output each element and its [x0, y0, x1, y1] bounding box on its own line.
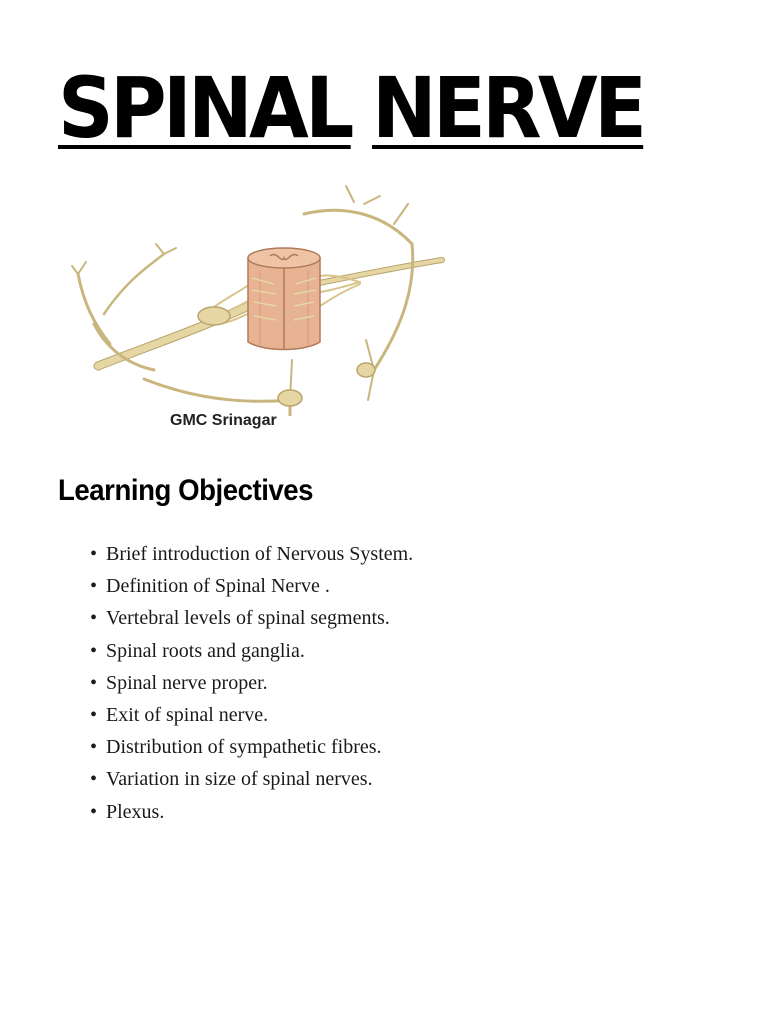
title-word-nerve: NERVE	[372, 59, 644, 157]
list-item	[90, 570, 413, 602]
bullet-icon: •	[90, 639, 98, 662]
bullet-icon: •	[90, 607, 98, 630]
learning-objectives-heading: Learning Objectives	[58, 474, 314, 507]
bullet-icon: •	[90, 575, 98, 598]
list-item	[90, 699, 413, 731]
list-item-text: Distribution of sympathetic fibres.	[106, 736, 382, 759]
list-item-text: Definition of Spinal Nerve .	[106, 575, 330, 598]
list-item	[90, 602, 413, 634]
list-item	[90, 667, 413, 699]
list-item-text: Spinal roots and ganglia.	[106, 639, 305, 662]
list-item-text: Variation in size of spinal nerves.	[106, 768, 373, 791]
list-item-text: Plexus.	[106, 800, 165, 823]
bullet-icon: •	[90, 800, 98, 823]
list-item-text: Exit of spinal nerve.	[106, 704, 269, 727]
bullet-icon: •	[90, 736, 98, 759]
bullet-icon: •	[90, 543, 98, 565]
bullet-icon: •	[90, 671, 98, 694]
bullet-icon: •	[90, 768, 98, 791]
list-item	[90, 731, 413, 763]
list-item	[90, 763, 413, 795]
list-item	[90, 538, 413, 570]
list-item-text: Brief introduction of Nervous System.	[106, 543, 414, 565]
list-item	[90, 796, 413, 828]
title-word-spinal: SPINAL	[58, 59, 351, 157]
objectives-list	[90, 538, 413, 828]
list-item	[90, 635, 413, 667]
page-title	[58, 40, 667, 157]
list-item-text: Vertebral levels of spinal segments.	[106, 607, 390, 630]
figure-caption: GMC Srinagar	[170, 412, 277, 429]
bullet-icon: •	[90, 704, 98, 727]
list-item-text: Spinal nerve proper.	[106, 671, 268, 694]
spinal-nerve-illustration	[64, 174, 446, 416]
